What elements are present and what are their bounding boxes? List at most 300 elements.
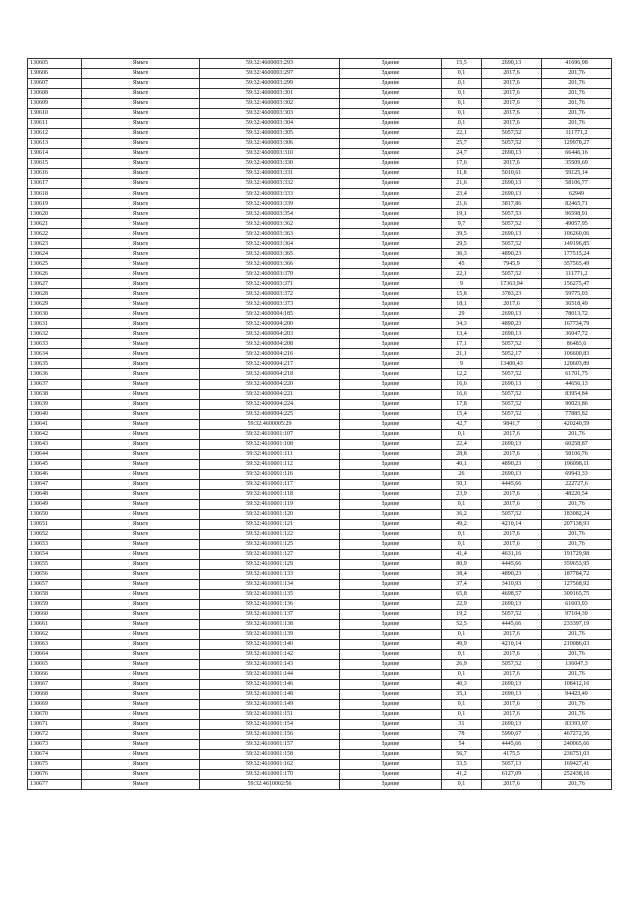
cadastral-number-cell: 59:32:4610001:127 [200,549,340,559]
locality-cell: Ямьге [82,519,200,529]
table-row [28,369,612,379]
cadastral-value-cell: 106600,83 [542,349,612,359]
cadastral-value-cell: 309165,75 [542,589,612,599]
cadastral-number-cell: 59:32:4600003:299 [200,79,340,89]
cadastral-number-cell: 59:32:4610001:143 [200,659,340,669]
unit-value-cell: 2690,13 [482,599,542,609]
cadastral-number-cell: 59:32:4600003:354 [200,209,340,219]
locality-cell: Ямьге [82,429,200,439]
locality-cell: Ямьге [82,780,200,790]
unit-value-cell: 2017,6 [482,69,542,79]
cadastral-value-cell: 191729,98 [542,549,612,559]
locality-cell: Ямьге [82,549,200,559]
row-number-cell: 130677 [28,780,82,790]
unit-value-cell: 2017,6 [482,499,542,509]
object-type-cell: Здание [340,499,442,509]
cadastral-number-cell: 59:32:4610001:170 [200,770,340,780]
table-row [28,539,612,549]
row-number-cell: 130634 [28,349,82,359]
unit-value-cell: 5057,53 [482,209,542,219]
cadastral-number-cell: 59:32:4600003:302 [200,99,340,109]
table-row [28,469,612,479]
row-number-cell: 130622 [28,229,82,239]
cadastral-number-cell: 59:32:4610001:151 [200,710,340,720]
cadastral-value-cell: 59125,14 [542,169,612,179]
unit-value-cell: 5057,52 [482,219,542,229]
cadastral-value-cell: 467272,56 [542,730,612,740]
row-number-cell: 130635 [28,359,82,369]
unit-value-cell: 2017,6 [482,629,542,639]
cadastral-number-cell: 59:32:4610001:107 [200,429,340,439]
cadastral-value-cell: 129978,27 [542,139,612,149]
locality-cell: Ямьге [82,449,200,459]
cadastral-value-cell: 240065,66 [542,740,612,750]
object-type-cell: Здание [340,149,442,159]
unit-value-cell: 3410,93 [482,579,542,589]
cadastral-value-cell: 58106,76 [542,449,612,459]
object-type-cell: Здание [340,459,442,469]
locality-cell: Ямьге [82,649,200,659]
row-number-cell: 130664 [28,649,82,659]
table-row [28,419,612,429]
row-number-cell: 130607 [28,79,82,89]
cadastral-value-cell: 183082,24 [542,509,612,519]
cadastral-value-cell: 201,76 [542,79,612,89]
unit-value-cell: 5057,52 [482,129,542,139]
cadastral-number-cell: 59:32:4600003:372 [200,289,340,299]
table-row [28,79,612,89]
table-row [28,259,612,269]
object-type-cell: Здание [340,159,442,169]
table-row [28,159,612,169]
locality-cell: Ямьге [82,740,200,750]
object-type-cell: Здание [340,349,442,359]
cadastral-number-cell: 59:32:4600004:203 [200,329,340,339]
unit-value-cell: 2017,6 [482,429,542,439]
area-cell: 29,5 [442,239,482,249]
locality-cell: Ямьге [82,439,200,449]
table-row [28,239,612,249]
object-type-cell: Здание [340,199,442,209]
cadastral-number-cell: 59:32:4600003:297 [200,69,340,79]
object-type-cell: Здание [340,760,442,770]
cadastral-value-cell: 77885,82 [542,409,612,419]
row-number-cell: 130640 [28,409,82,419]
area-cell: 41,2 [442,770,482,780]
cadastral-value-cell: 420240,59 [542,419,612,429]
area-cell: 0,1 [442,649,482,659]
cadastral-value-cell: 61603,93 [542,599,612,609]
unit-value-cell: 2690,13 [482,379,542,389]
unit-value-cell: 5057,52 [482,239,542,249]
object-type-cell: Здание [340,129,442,139]
cadastral-number-cell: 59:32:4610001:140 [200,639,340,649]
table-row [28,519,612,529]
cadastral-number-cell: 59:32:4610001:149 [200,700,340,710]
cadastral-number-cell: 59:32:4610001:118 [200,489,340,499]
object-type-cell: Здание [340,619,442,629]
area-cell: 54 [442,740,482,750]
cadastral-value-cell: 35509,69 [542,159,612,169]
area-cell: 0,1 [442,499,482,509]
unit-value-cell: 5057,52 [482,369,542,379]
locality-cell: Ямьге [82,119,200,129]
table-row [28,659,612,669]
area-cell: 0,1 [442,89,482,99]
cadastral-number-cell: 59:32:4600003:331 [200,169,340,179]
area-cell: 78 [442,730,482,740]
object-type-cell: Здание [340,369,442,379]
row-number-cell: 130647 [28,479,82,489]
table-row [28,359,612,369]
unit-value-cell: 4631,16 [482,549,542,559]
area-cell: 22,1 [442,269,482,279]
unit-value-cell: 5057,52 [482,139,542,149]
cadastral-value-cell: 48220,54 [542,489,612,499]
table-row [28,149,612,159]
cadastral-value-cell: 201,76 [542,629,612,639]
row-number-cell: 130653 [28,539,82,549]
area-cell: 0,1 [442,109,482,119]
table-row [28,710,612,720]
locality-cell: Ямьге [82,609,200,619]
unit-value-cell: 2017,6 [482,669,542,679]
locality-cell: Ямьге [82,349,200,359]
row-number-cell: 130649 [28,499,82,509]
object-type-cell: Здание [340,469,442,479]
table-row [28,740,612,750]
object-type-cell: Здание [340,269,442,279]
area-cell: 0,1 [442,119,482,129]
locality-cell: Ямьге [82,109,200,119]
cadastral-value-cell: 49057,95 [542,219,612,229]
table-row [28,730,612,740]
locality-cell: Ямьге [82,139,200,149]
object-type-cell: Здание [340,449,442,459]
cadastral-number-cell: 59:32:4610001:137 [200,609,340,619]
cadastral-number-cell: 59:32:4610001:154 [200,720,340,730]
object-type-cell: Здание [340,439,442,449]
row-number-cell: 130618 [28,189,82,199]
cadastral-number-cell: 59:32:4600004:216 [200,349,340,359]
cadastral-value-cell: 78013,72 [542,309,612,319]
cadastral-value-cell: 201,76 [542,499,612,509]
table-row [28,169,612,179]
locality-cell: Ямьге [82,689,200,699]
table-row [28,549,612,559]
cadastral-number-cell: 59:32:4610001:157 [200,740,340,750]
cadastral-number-cell: 59:32:4610001:119 [200,499,340,509]
table-row [28,89,612,99]
area-cell: 34,3 [442,319,482,329]
unit-value-cell: 5057,52 [482,399,542,409]
object-type-cell: Здание [340,700,442,710]
row-number-cell: 130671 [28,720,82,730]
table-row [28,639,612,649]
cadastral-number-cell: 59:32:4600004:217 [200,359,340,369]
locality-cell: Ямьге [82,339,200,349]
locality-cell: Ямьге [82,159,200,169]
object-type-cell: Здание [340,559,442,569]
area-cell: 11,8 [442,169,482,179]
locality-cell: Ямьге [82,669,200,679]
locality-cell: Ямьге [82,559,200,569]
cadastral-number-cell: 59:32:4600003:293 [200,59,340,69]
area-cell: 45 [442,259,482,269]
row-number-cell: 130613 [28,139,82,149]
table-row [28,249,612,259]
unit-value-cell: 7945,9 [482,259,542,269]
unit-value-cell: 4698,57 [482,589,542,599]
cadastral-value-cell: 201,76 [542,780,612,790]
object-type-cell: Здание [340,489,442,499]
cadastral-value-cell: 201,76 [542,99,612,109]
area-cell: 26 [442,469,482,479]
object-type-cell: Здание [340,730,442,740]
object-type-cell: Здание [340,299,442,309]
locality-cell: Ямьге [82,509,200,519]
locality-cell: Ямьге [82,129,200,139]
object-type-cell: Здание [340,209,442,219]
locality-cell: Ямьге [82,710,200,720]
table-row [28,319,612,329]
row-number-cell: 130648 [28,489,82,499]
row-number-cell: 130670 [28,710,82,720]
object-type-cell: Здание [340,539,442,549]
area-cell: 21,6 [442,199,482,209]
row-number-cell: 130662 [28,629,82,639]
locality-cell: Ямьге [82,569,200,579]
locality-cell: Ямьге [82,750,200,760]
unit-value-cell: 5057,52 [482,339,542,349]
row-number-cell: 130675 [28,760,82,770]
cadastral-number-cell: 59:32:4600003:363 [200,229,340,239]
area-cell: 0,1 [442,429,482,439]
object-type-cell: Здание [340,189,442,199]
cadastral-value-cell: 106260,06 [542,229,612,239]
table-row [28,720,612,730]
area-cell: 25,7 [442,139,482,149]
unit-value-cell: 4890,23 [482,569,542,579]
object-type-cell: Здание [340,609,442,619]
area-cell: 28,8 [442,449,482,459]
area-cell: 0,1 [442,669,482,679]
cadastral-number-cell: 59:32:4610001:135 [200,589,340,599]
object-type-cell: Здание [340,659,442,669]
locality-cell: Ямьге [82,760,200,770]
object-type-cell: Здание [340,689,442,699]
object-type-cell: Здание [340,770,442,780]
cadastral-number-cell: 59:32:4600003:303 [200,109,340,119]
cadastral-number-cell: 59:32:4600004:200 [200,319,340,329]
area-cell: 0,1 [442,700,482,710]
locality-cell: Ямьге [82,229,200,239]
area-cell: 23,4 [442,189,482,199]
row-number-cell: 130611 [28,119,82,129]
row-number-cell: 130606 [28,69,82,79]
cadastral-value-cell: 201,76 [542,700,612,710]
unit-value-cell: 5057,52 [482,509,542,519]
object-type-cell: Здание [340,79,442,89]
unit-value-cell: 5057,52 [482,609,542,619]
row-number-cell: 130624 [28,249,82,259]
area-cell: 49,2 [442,519,482,529]
locality-cell: Ямьге [82,770,200,780]
unit-value-cell: 2017,6 [482,489,542,499]
row-number-cell: 130621 [28,219,82,229]
locality-cell: Ямьге [82,329,200,339]
unit-value-cell: 5052,17 [482,349,542,359]
object-type-cell: Здание [340,279,442,289]
area-cell: 9 [442,279,482,289]
area-cell: 42,7 [442,419,482,429]
cadastral-number-cell: 59:32:4610001:122 [200,529,340,539]
area-cell: 15,5 [442,59,482,69]
table-row [28,389,612,399]
area-cell: 21,1 [442,349,482,359]
cadastral-number-cell: 59:32:4600003:304 [200,119,340,129]
cadastral-number-cell: 59:32:4610002:56 [200,780,340,790]
unit-value-cell: 4210,14 [482,519,542,529]
table-row [28,569,612,579]
row-number-cell: 130632 [28,329,82,339]
locality-cell: Ямьге [82,149,200,159]
cadastral-value-cell: 82465,71 [542,199,612,209]
cadastral-value-cell: 357565,49 [542,259,612,269]
cadastral-value-cell: 236751,03 [542,750,612,760]
object-type-cell: Здание [340,339,442,349]
locality-cell: Ямьге [82,679,200,689]
cadastral-value-cell: 201,76 [542,710,612,720]
cadastral-number-cell: 59:32:4610001:111 [200,449,340,459]
cadastral-value-cell: 94423,49 [542,689,612,699]
object-type-cell: Здание [340,419,442,429]
row-number-cell: 130625 [28,259,82,269]
area-cell: 50,1 [442,479,482,489]
locality-cell: Ямьге [82,269,200,279]
table-row [28,309,612,319]
table-row [28,59,612,69]
cadastral-number-cell: 59:32:4600003:371 [200,279,340,289]
object-type-cell: Здание [340,589,442,599]
cadastral-value-cell: 201,76 [542,539,612,549]
table-row [28,399,612,409]
cadastral-value-cell: 169427,41 [542,760,612,770]
cadastral-number-cell: 59:32:4600003:373 [200,299,340,309]
object-type-cell: Здание [340,119,442,129]
cadastral-number-cell: 59:32:4610001:136 [200,599,340,609]
table-row [28,459,612,469]
table-row [28,409,612,419]
row-number-cell: 130641 [28,419,82,429]
locality-cell: Ямьге [82,489,200,499]
cadastral-value-cell: 149196,85 [542,239,612,249]
area-cell: 9,7 [442,219,482,229]
locality-cell: Ямьге [82,599,200,609]
area-cell: 38,4 [442,569,482,579]
locality-cell: Ямьге [82,419,200,429]
cadastral-number-cell: 59:32:4610001:158 [200,750,340,760]
cadastral-value-cell: 233397,19 [542,619,612,629]
cadastral-value-cell: 156275,47 [542,279,612,289]
row-number-cell: 130619 [28,199,82,209]
cadastral-number-cell: 59:32:4610001:112 [200,459,340,469]
row-number-cell: 130676 [28,770,82,780]
table-row [28,609,612,619]
area-cell: 0,1 [442,99,482,109]
area-cell: 49,9 [442,639,482,649]
area-cell: 36,2 [442,509,482,519]
cadastral-value-cell: 201,76 [542,669,612,679]
cadastral-value-cell: 187784,72 [542,569,612,579]
cadastral-value-cell: 66446,16 [542,149,612,159]
table-row [28,479,612,489]
table-row [28,780,612,790]
area-cell: 0,1 [442,539,482,549]
area-cell: 9 [442,359,482,369]
object-type-cell: Здание [340,479,442,489]
table-row [28,219,612,229]
table-row [28,199,612,209]
cadastral-value-cell: 44656,13 [542,379,612,389]
row-number-cell: 130631 [28,319,82,329]
unit-value-cell: 2690,13 [482,309,542,319]
table-row [28,619,612,629]
cadastral-value-cell: 201,76 [542,649,612,659]
area-cell: 36,3 [442,249,482,259]
table-row [28,179,612,189]
cadastral-number-cell: 59:32:4610001:146 [200,679,340,689]
area-cell: 52,5 [442,619,482,629]
row-number-cell: 130659 [28,599,82,609]
unit-value-cell: 2690,13 [482,439,542,449]
locality-cell: Ямьге [82,369,200,379]
cadastral-number-cell: 59:32:4600003:306 [200,139,340,149]
locality-cell: Ямьге [82,89,200,99]
area-cell: 15,8 [442,289,482,299]
object-type-cell: Здание [340,179,442,189]
row-number-cell: 130614 [28,149,82,159]
table-row [28,229,612,239]
cadastral-value-cell: 83954,84 [542,389,612,399]
object-type-cell: Здание [340,219,442,229]
table-row [28,629,612,639]
cadastral-value-cell: 252438,16 [542,770,612,780]
unit-value-cell: 2690,13 [482,720,542,730]
cadastral-number-cell: 59:32:4600003:330 [200,159,340,169]
object-type-cell: Здание [340,750,442,760]
cadastral-value-cell: 201,76 [542,89,612,99]
cadastral-value-cell: 177515,24 [542,249,612,259]
unit-value-cell: 2690,13 [482,149,542,159]
object-type-cell: Здание [340,329,442,339]
cadastral-number-cell: 59:32:4600003:364 [200,239,340,249]
cadastral-value-cell: 62949 [542,189,612,199]
area-cell: 31 [442,720,482,730]
locality-cell: Ямьге [82,219,200,229]
table-row [28,129,612,139]
row-number-cell: 130650 [28,509,82,519]
object-type-cell: Здание [340,409,442,419]
table-row [28,279,612,289]
unit-value-cell: 5057,13 [482,760,542,770]
table-row [28,489,612,499]
row-number-cell: 130609 [28,99,82,109]
table-row [28,349,612,359]
row-number-cell: 130626 [28,269,82,279]
cadastral-value-cell: 90023,86 [542,399,612,409]
row-number-cell: 130652 [28,529,82,539]
